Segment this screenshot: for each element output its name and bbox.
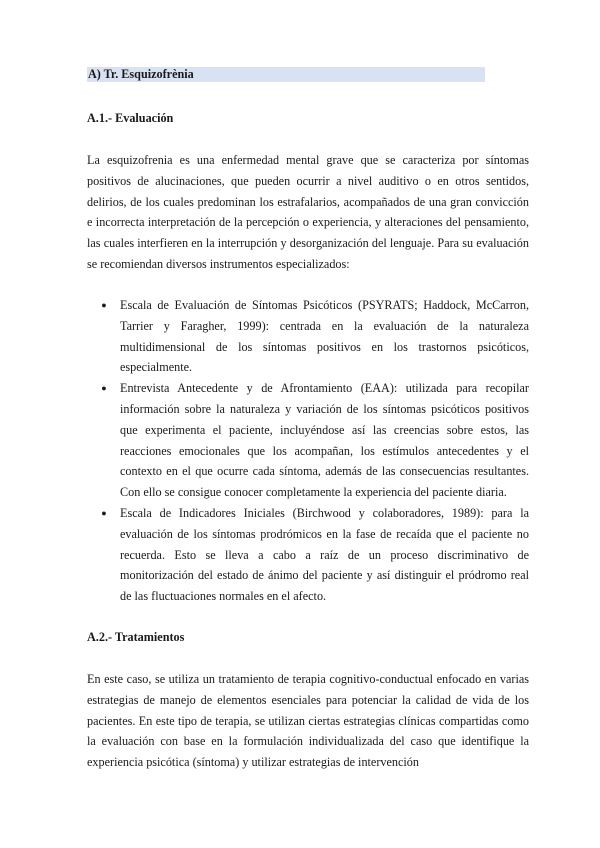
- list-item: [87, 295, 529, 378]
- list-item-text: Escala de Evaluación de Síntomas Psicóticos (PSYRATS; Haddock, McCarron, Tarrier y Faragher, 1999): centrada en la evaluación de la naturaleza multidimensional de los síntomas positivos en los trastornos psicóticos, especialmente.: [120, 298, 529, 375]
- list-item-text: Escala de Indicadores Iniciales (Birchwood y colaboradores, 1989): para la evaluación de los síntomas prodrómicos en la fase de recaída que el paciente no recuerda. Esto se lleva a cabo a raíz de un proceso discriminativo de monitorización del estado de ánimo del paciente y así distinguir el pródromo real de las fluctuaciones normales en el afecto.: [120, 505, 529, 604]
- list-item: [87, 503, 529, 607]
- treatment-heading: A.2.- Tratamientos: [87, 630, 185, 644]
- bullet-icon: ●: [101, 383, 107, 394]
- list-item: [87, 378, 529, 503]
- treatment-paragraph: En este caso, se utiliza un tratamiento de terapia cognitivo-conductual enfocado en varias estrategias de manejo de elementos esenciales para potenciar la calidad de vida de los pacientes. En este tipo de terapia, se utilizan ciertas estrategias clínicas compartidas como la evaluación con base en la formulación individualizada del caso que identifique la experiencia psicótica (síntoma) y utilizar estrategias de intervención: [87, 672, 529, 770]
- section-title: A) Tr. Esquizofrènia: [87, 67, 485, 82]
- list-item-text: Entrevista Antecedente y de Afrontamiento (EAA): utilizada para recopilar información sobre la naturaleza y variación de los síntomas psicóticos positivos que experimenta el paciente, incluyéndose así las creencias sobre estos, las reacciones emocionales que los acompañan, los estímulos antecedentes y el contexto en el que ocurre cada síntoma, además de las consecuencias resultantes. Con ello se consigue conocer completamente la experiencia del paciente diaria.: [120, 381, 529, 500]
- evaluation-intro-paragraph: La esquizofrenia es una enfermedad mental grave que se caracteriza por síntomas positivos de alucinaciones, que pueden ocurrir a nivel auditivo o en otros sentidos, delirios, de los cuales predominan los estrafalarios, acompañados de una gran convicción e incorrecta interpretación de la percepción o experiencia, y alteraciones del pensamiento, las cuales interfieren en la interrupción y desorganización del lenguaje. Para su evaluación se recomiendan diversos instrumentos especializados:: [87, 153, 529, 271]
- bullet-icon: ●: [101, 507, 107, 518]
- evaluation-heading: A.1.- Evaluación: [87, 111, 174, 125]
- bullet-icon: ●: [101, 300, 107, 310]
- instruments-list: [87, 295, 529, 607]
